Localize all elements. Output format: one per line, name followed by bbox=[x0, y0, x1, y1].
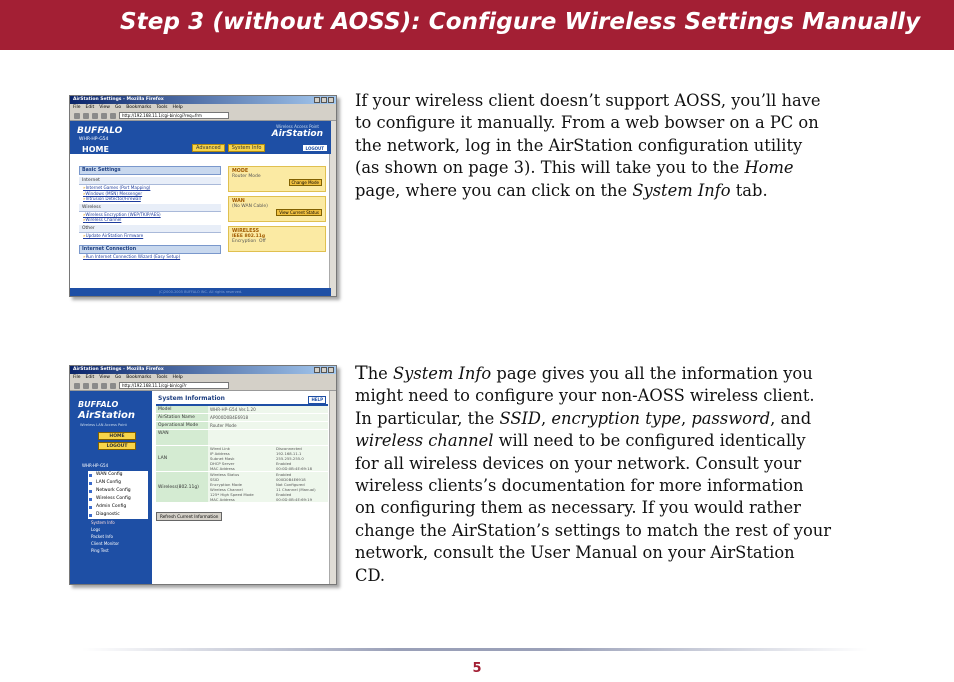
nav-network-config: Network Config bbox=[88, 487, 148, 495]
help-button: HELP bbox=[308, 396, 326, 404]
airstation-logo: AirStation bbox=[271, 129, 323, 139]
footer-divider bbox=[82, 648, 868, 651]
home-button: HOME bbox=[98, 432, 136, 440]
forward-icon bbox=[83, 383, 89, 389]
link-firmware: » Update AirStation Firmware bbox=[79, 233, 221, 239]
link-encryption: » Wireless Encryption (WEP/TKIP/AES) bbox=[79, 212, 221, 218]
mode-panel: MODE Router Mode Change Mode bbox=[228, 166, 326, 192]
back-icon bbox=[74, 383, 80, 389]
forward-icon bbox=[83, 113, 89, 119]
status-panels bbox=[228, 166, 326, 256]
model-label: WHR-HP-G54 bbox=[79, 137, 109, 142]
buffalo-logo: BUFFALO bbox=[77, 126, 123, 136]
system-info-paragraph: The System Info page gives you all the information you might need to configure your non-AOSS wireless client. In particular, the SSID, encryption type, password, and wireless channel will need to be configured identically for all wireless devices on your network. Consult your wireless clients’s documentation for more information on configuring them as necessary. If you would rather change the AirStation’s settings to match the rest of your network, consult the User Manual on your AirStation CD. bbox=[355, 362, 832, 585]
browser-toolbar bbox=[70, 111, 336, 121]
tab-advanced: Advanced bbox=[192, 144, 225, 152]
drop-cap: T bbox=[355, 362, 368, 384]
scrollbar bbox=[329, 391, 336, 585]
logout-button: LOGOUT bbox=[98, 442, 136, 450]
sidebar-nav bbox=[88, 471, 148, 554]
link-wizard: » Run Internet Connection Wizard (Easy Setup) bbox=[79, 254, 221, 260]
close-icon bbox=[328, 367, 334, 373]
page-header bbox=[0, 0, 954, 50]
nav-packet-info: Packet Info bbox=[91, 534, 113, 539]
nav-logs: Logs bbox=[91, 527, 101, 532]
screenshot-home-page bbox=[69, 95, 337, 297]
nav-admin-config: Admin Config bbox=[88, 503, 148, 511]
router-tabs bbox=[192, 144, 265, 152]
view-status-button: View Current Status bbox=[276, 209, 322, 216]
info-row: WAN bbox=[156, 430, 328, 446]
stop-icon bbox=[101, 113, 107, 119]
model-label: WHR-HP-G54 bbox=[82, 463, 109, 468]
system-info-content bbox=[156, 394, 328, 522]
link-firewall: » Intrusion Detector/Firewall bbox=[79, 196, 221, 202]
tab-system-info: System Info bbox=[228, 144, 266, 152]
nav-system-info: System Info bbox=[91, 520, 115, 525]
browser-titlebar: AirStation Settings - Mozilla Firefox bbox=[70, 96, 336, 104]
info-row: AirStation Name AP000D0B4E6918 bbox=[156, 414, 328, 422]
internet-connection-heading: Internet Connection bbox=[79, 245, 221, 254]
refresh-button: Refresh Current Information bbox=[156, 512, 222, 521]
logout-button: LOGOUT bbox=[302, 144, 328, 152]
wireless-panel: WIRELESS IEEE 802.11g Encryption Off bbox=[228, 226, 326, 252]
router-sidebar bbox=[70, 391, 152, 585]
minimize-icon bbox=[314, 97, 320, 103]
nav-lan-config: LAN Config bbox=[88, 479, 148, 487]
intro-paragraph: If your wireless client doesn’t support AOSS, you’ll have to configure it manually. From a web bowser on a PC on the network, log in the AirStation configuration utility (as shown on page 3). This will take you to the Home page, where you can click on the System Info tab. bbox=[355, 91, 821, 200]
browser-menubar: File Edit View Go Bookmarks Tools Help bbox=[70, 374, 336, 381]
browser-titlebar: AirStation Settings - Mozilla Firefox bbox=[70, 366, 336, 374]
reload-icon bbox=[92, 113, 98, 119]
screenshot-system-info-page bbox=[69, 365, 337, 585]
info-row: Model WHR-HP-G54 Ver.1.20 bbox=[156, 406, 328, 414]
nav-wan-config: WAN Config bbox=[88, 471, 148, 479]
maximize-icon bbox=[321, 367, 327, 373]
minimize-icon bbox=[314, 367, 320, 373]
link-port-mapping: » Internet Games (Port Mapping) bbox=[79, 185, 221, 191]
lan-group: LAN Wired Link Disconnected IP Address 192.168.11.1 Subnet Mask 255.255.255.0 DHCP Server Enabled MAC Address 00:0D:0B:4E:69:18 bbox=[156, 446, 328, 472]
url-field: http://192.168.11.1/cgi-bin/cgi?r bbox=[119, 382, 229, 389]
ap-label: Wireless Access Point bbox=[276, 124, 319, 129]
back-icon bbox=[74, 113, 80, 119]
nav-wireless-config: Wireless Config bbox=[88, 495, 148, 503]
wan-panel: WAN (No WAN Cable) View Current Status bbox=[228, 196, 326, 222]
copyright-footer: (C)2000-2005 BUFFALO INC. All rights reserved. bbox=[70, 288, 331, 296]
home-icon bbox=[110, 383, 116, 389]
close-icon bbox=[328, 97, 334, 103]
home-label: HOME bbox=[82, 145, 109, 154]
change-mode-button: Change Mode bbox=[289, 179, 322, 186]
nav-diagnostic: Diagnostic bbox=[88, 511, 148, 519]
system-info-title: System Information HELP bbox=[156, 394, 328, 406]
airstation-logo: AirStation bbox=[78, 410, 136, 421]
ap-label: Wireless LAN Access Point bbox=[80, 423, 127, 427]
home-icon bbox=[110, 113, 116, 119]
settings-menu: Basic Settings Internet » Internet Games (Port Mapping) » Windows (MSN) Messenger » Intrusion Detector/Firewall Wireless » Wireless Encryption (WEP/TKIP/AES) » Wireless Channel Other » Update AirStation Firmware Internet Connection » Run Internet Connection Wizard (Easy Setup) bbox=[79, 166, 221, 260]
nav-client-monitor: Client Monitor bbox=[91, 541, 120, 546]
buffalo-logo: BUFFALO bbox=[78, 400, 119, 409]
url-field: http://192.168.11.1/cgi-bin/cgi?req=frm bbox=[119, 112, 229, 119]
stop-icon bbox=[101, 383, 107, 389]
browser-toolbar bbox=[70, 381, 336, 391]
nav-ping-test: Ping Test bbox=[91, 548, 109, 553]
link-messenger: » Windows (MSN) Messenger bbox=[79, 191, 221, 197]
basic-settings-heading: Basic Settings bbox=[79, 166, 221, 175]
info-row: Operational Mode Router Mode bbox=[156, 422, 328, 430]
browser-menubar: File Edit View Go Bookmarks Tools Help bbox=[70, 104, 336, 111]
page-number: 5 bbox=[472, 661, 482, 676]
reload-icon bbox=[92, 383, 98, 389]
link-channel: » Wireless Channel bbox=[79, 217, 221, 223]
wireless-group: Wireless(802.11g) Wireless Status Enabled SSID 000D0B4E6918 Encryption Mode Not Configured Wireless Channel 11 Channel (Manual) 125* High Speed Mode Enabled MAC Address 00:0D:0B:4E:69:19 bbox=[156, 472, 328, 503]
maximize-icon bbox=[321, 97, 327, 103]
page-title: Step 3 (without AOSS): Configure Wireless Settings Manually bbox=[120, 9, 921, 35]
